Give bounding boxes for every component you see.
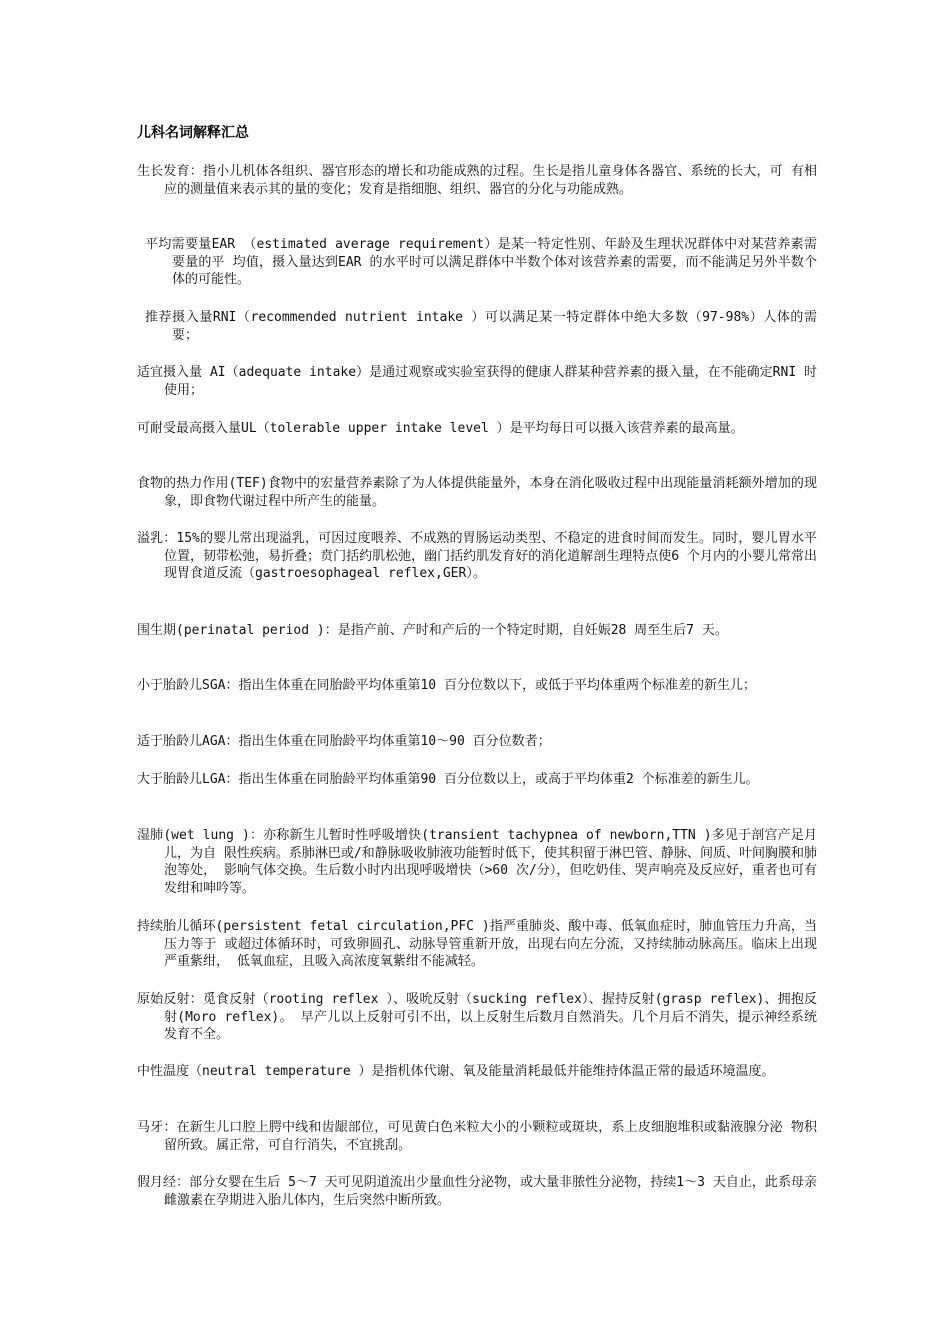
entry-rni: 推荐摄入量RNI（recommended nutrient intake ）可以满足某一特定群体中绝大多数（97-98%）人体的需要；: [145, 310, 817, 343]
entry-pfc: 持续胎儿循环(persistent fetal circulation,PFC )指严重肺炎、酸中毒、低氧血症时，肺血管压力升高，当压力等于 或超过体循环时，可致卵圆孔、动脉导管重新开放，出现右向左分流，又持续肺动脉高压。临床上出现严重紫绀， 低氧血症，且吸入高浓度氧紫绀不能减轻。: [137, 919, 817, 969]
entry-wet-lung: 湿肺(wet lung )：亦称新生儿暂时性呼吸增快(transient tachypnea of newborn,TTN )多见于剖宫产足月儿，为自 限性疾病。系肺淋巴或/和静脉吸收肺液功能暂时低下，使其积留于淋巴管、静脉、间质、叶间胸膜和肺泡等处， 影响气体交换。生后数小时内出现呼吸增快（>60 次/分），但吃奶佳、哭声响亮及反应好，重者也可有发绀和呻吟等。: [137, 828, 817, 896]
entry-primitive-reflexes: 原始反射：觅食反射（rooting reflex ）、吸吮反射（sucking reflex）、握持反射(grasp reflex)、拥抱反射(Moro reflex)。 早产儿以上反射可引不出，以上反射生后数月自然消失。几个月后不消失，提示神经系统发育不全。: [137, 992, 817, 1042]
document-title: 儿科名词解释汇总: [137, 125, 249, 141]
entry-regurgitation: 溢乳：15%的婴儿常出现溢乳，可因过度喂养、不成熟的胃肠运动类型、不稳定的进食时间而发生。同时，婴儿胃水平位置，韧带松弛，易折叠；贲门括约肌松弛，幽门括约肌发育好的消化道解剖生理特点使6 个月内的小婴儿常常出现胃食道反流（gastroesophageal reflex,GER）。: [137, 531, 817, 581]
entry-sga: 小于胎龄儿SGA：指出生体重在同胎龄平均体重第10 百分位数以下，或低于平均体重两个标准差的新生儿；: [137, 678, 756, 693]
entry-aga: 适于胎龄儿AGA：指出生体重在同胎龄平均体重第10～90 百分位数者；: [137, 734, 551, 749]
entry-ai: 适宜摄入量 AI（adequate intake）是通过观察或实验室获得的健康人群某种营养素的摄入量，在不能确定RNI 时使用；: [137, 365, 817, 398]
entry-growth-development: 生长发育：指小儿机体各组织、器官形态的增长和功能成熟的过程。生长是指儿童身体各器官、系统的长大，可 有相应的测量值来表示其的量的变化；发育是指细胞、组织、器官的分化与功能成熟。: [137, 164, 817, 197]
entry-pseudomenstruation: 假月经：部分女婴在生后 5～7 天可见阴道流出少量血性分泌物，或大量非脓性分泌物，持续1～3 天自止，此系母亲雌激素在孕期进入胎儿体内，生后突然中断所致。: [137, 1175, 817, 1208]
entry-epstein-pearls: 马牙：在新生儿口腔上腭中线和齿龈部位，可见黄白色米粒大小的小颗粒或斑块，系上皮细胞堆积或黏液腺分泌 物积留所致。属正常，可自行消失，不宜挑刮。: [137, 1120, 817, 1153]
entry-lga: 大于胎龄儿LGA：指出生体重在同胎龄平均体重第90 百分位数以上，或高于平均体重2 个标准差的新生儿。: [137, 772, 759, 787]
entry-ear: 平均需要量EAR （estimated average requirement）是某一特定性别、年龄及生理状况群体中对某营养素需要量的平 均值，摄入量达到EAR 的水平时可以满足群体中半数个体对该营养素的需要，而不能满足另外半数个体的可能性。: [145, 237, 817, 287]
entry-tef: 食物的热力作用(TEF)食物中的宏量营养素除了为人体提供能量外，本身在消化吸收过程中出现能量消耗额外增加的现象，即食物代谢过程中所产生的能量。: [137, 476, 817, 509]
entry-neutral-temperature: 中性温度（neutral temperature ）是指机体代谢、氧及能量消耗最低并能维持体温正常的最适环境温度。: [137, 1064, 775, 1079]
entry-ul: 可耐受最高摄入量UL（tolerable upper intake level ）是平均每日可以摄入该营养素的最高量。: [137, 421, 744, 436]
entry-perinatal-period: 围生期(perinatal period )：是指产前、产时和产后的一个特定时期，自妊娠28 周至生后7 天。: [137, 623, 728, 638]
